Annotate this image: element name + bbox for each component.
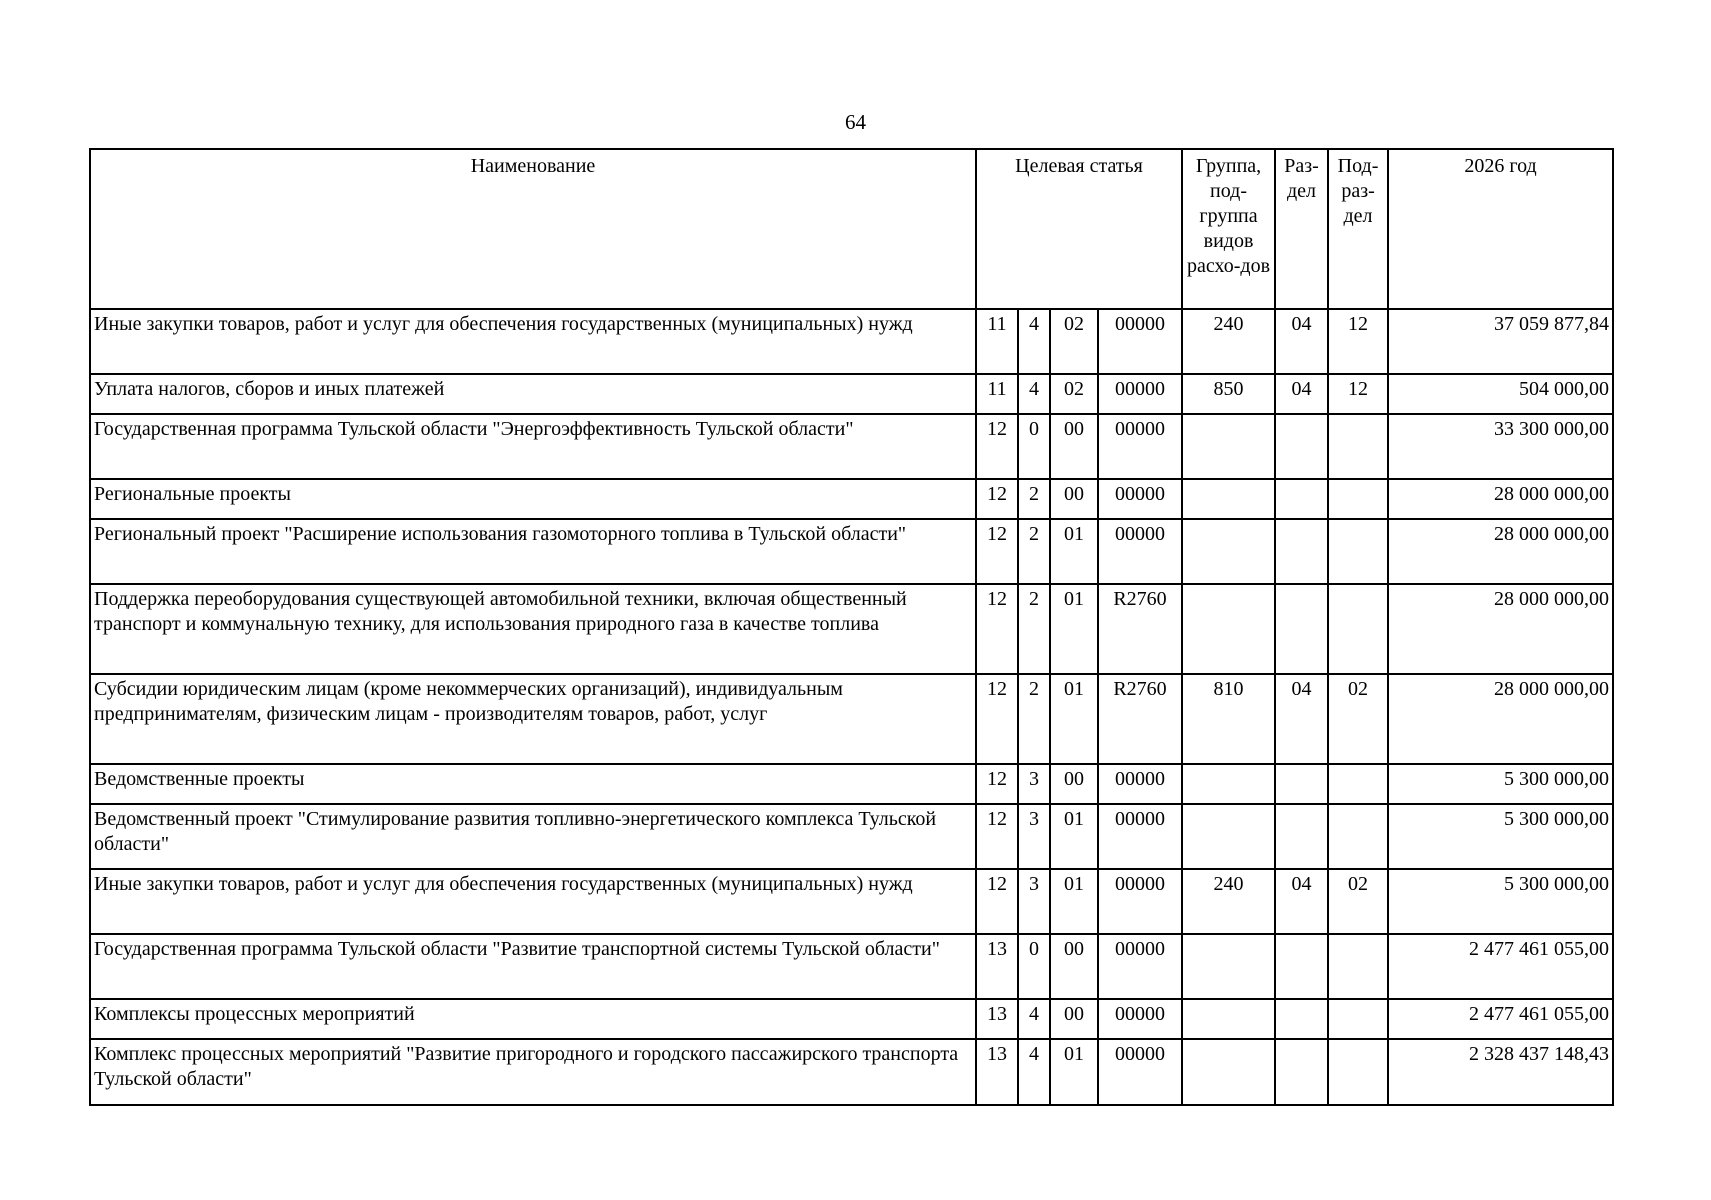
- section-code: [1275, 804, 1328, 869]
- target-article-program: 11: [976, 309, 1018, 374]
- target-article-structure: 01: [1050, 1039, 1098, 1105]
- section-code: [1275, 1039, 1328, 1105]
- target-article-program: 12: [976, 764, 1018, 804]
- table-row: [90, 934, 1613, 999]
- row-name: Государственная программа Тульской области "Развитие транспортной системы Тульской области": [90, 934, 976, 999]
- section-code: 04: [1275, 374, 1328, 414]
- subsection-code: [1328, 479, 1388, 519]
- target-article-type: 2: [1018, 584, 1050, 674]
- section-code: [1275, 584, 1328, 674]
- subsection-code: 12: [1328, 374, 1388, 414]
- target-article-structure: 00: [1050, 414, 1098, 479]
- row-name: Поддержка переоборудования существующей автомобильной техники, включая общественный транспорт и коммунальную технику, для использования природного газа в качестве топлива: [90, 584, 976, 674]
- amount-2026: 28 000 000,00: [1388, 479, 1613, 519]
- row-name: Государственная программа Тульской области "Энергоэффективность Тульской области": [90, 414, 976, 479]
- table-row: [90, 309, 1613, 374]
- expense-group: [1182, 934, 1275, 999]
- table-row: [90, 804, 1613, 869]
- row-name: Региональный проект "Расширение использования газомоторного топлива в Тульской области": [90, 519, 976, 584]
- target-article-direction: 00000: [1098, 869, 1182, 934]
- expense-group: [1182, 584, 1275, 674]
- expense-group: [1182, 764, 1275, 804]
- target-article-structure: 01: [1050, 674, 1098, 764]
- table-row: [90, 374, 1613, 414]
- header-expense-group: [1182, 149, 1275, 309]
- target-article-type: 4: [1018, 1039, 1050, 1105]
- amount-2026: 2 477 461 055,00: [1388, 934, 1613, 999]
- amount-2026: 2 477 461 055,00: [1388, 999, 1613, 1039]
- target-article-type: 4: [1018, 374, 1050, 414]
- row-name: Комплексы процессных мероприятий: [90, 999, 976, 1039]
- target-article-type: 0: [1018, 414, 1050, 479]
- table-row: [90, 674, 1613, 764]
- header-year: 2026 год: [1388, 149, 1613, 309]
- target-article-direction: 00000: [1098, 374, 1182, 414]
- subsection-code: [1328, 804, 1388, 869]
- target-article-program: 13: [976, 1039, 1018, 1105]
- header-subsection-text: Под-раз-дел: [1337, 155, 1379, 227]
- amount-2026: 28 000 000,00: [1388, 519, 1613, 584]
- expense-group: 810: [1182, 674, 1275, 764]
- target-article-direction: 00000: [1098, 1039, 1182, 1105]
- section-code: [1275, 764, 1328, 804]
- target-article-type: 0: [1018, 934, 1050, 999]
- subsection-code: [1328, 584, 1388, 674]
- table-row: [90, 584, 1613, 674]
- amount-2026: 37 059 877,84: [1388, 309, 1613, 374]
- subsection-code: 02: [1328, 674, 1388, 764]
- amount-2026: 5 300 000,00: [1388, 869, 1613, 934]
- header-subsection: [1328, 149, 1388, 309]
- section-code: 04: [1275, 674, 1328, 764]
- target-article-type: 3: [1018, 869, 1050, 934]
- target-article-direction: 00000: [1098, 309, 1182, 374]
- target-article-direction: 00000: [1098, 999, 1182, 1039]
- amount-2026: 5 300 000,00: [1388, 804, 1613, 869]
- row-name: Субсидии юридическим лицам (кроме некоммерческих организаций), индивидуальным предпринимателям, физическим лицам - производителям товаров, работ, услуг: [90, 674, 976, 764]
- subsection-code: 02: [1328, 869, 1388, 934]
- table-row: [90, 414, 1613, 479]
- amount-2026: 28 000 000,00: [1388, 674, 1613, 764]
- table-row: [90, 1039, 1613, 1105]
- subsection-code: 12: [1328, 309, 1388, 374]
- target-article-direction: 00000: [1098, 414, 1182, 479]
- target-article-structure: 01: [1050, 869, 1098, 934]
- row-name: Региональные проекты: [90, 479, 976, 519]
- target-article-type: 4: [1018, 999, 1050, 1039]
- target-article-direction: 00000: [1098, 804, 1182, 869]
- target-article-structure: 00: [1050, 479, 1098, 519]
- header-expense-group-text: Группа, под-группа видов расхо-дов: [1187, 155, 1271, 277]
- expense-group: [1182, 414, 1275, 479]
- target-article-program: 12: [976, 674, 1018, 764]
- target-article-program: 13: [976, 934, 1018, 999]
- page-number: 64: [845, 110, 866, 134]
- row-name: Уплата налогов, сборов и иных платежей: [90, 374, 976, 414]
- target-article-structure: 01: [1050, 584, 1098, 674]
- expense-group: [1182, 999, 1275, 1039]
- table-row: [90, 764, 1613, 804]
- table-row: [90, 519, 1613, 584]
- target-article-type: 3: [1018, 764, 1050, 804]
- subsection-code: [1328, 999, 1388, 1039]
- subsection-code: [1328, 519, 1388, 584]
- expense-group: 240: [1182, 309, 1275, 374]
- table-row: [90, 999, 1613, 1039]
- header-section: [1275, 149, 1328, 309]
- row-name: Комплекс процессных мероприятий "Развитие пригородного и городского пассажирского транспорта Тульской области": [90, 1039, 976, 1105]
- amount-2026: 5 300 000,00: [1388, 764, 1613, 804]
- subsection-code: [1328, 764, 1388, 804]
- section-code: [1275, 934, 1328, 999]
- row-name: Ведомственные проекты: [90, 764, 976, 804]
- target-article-type: 4: [1018, 309, 1050, 374]
- expense-group: [1182, 1039, 1275, 1105]
- subsection-code: [1328, 414, 1388, 479]
- target-article-type: 2: [1018, 519, 1050, 584]
- expense-group: [1182, 479, 1275, 519]
- amount-2026: 28 000 000,00: [1388, 584, 1613, 674]
- section-code: [1275, 414, 1328, 479]
- expense-group: 240: [1182, 869, 1275, 934]
- expense-group: 850: [1182, 374, 1275, 414]
- budget-table: [89, 148, 1614, 1106]
- target-article-direction: R2760: [1098, 674, 1182, 764]
- target-article-program: 12: [976, 519, 1018, 584]
- target-article-structure: 00: [1050, 764, 1098, 804]
- target-article-type: 2: [1018, 674, 1050, 764]
- target-article-structure: 02: [1050, 309, 1098, 374]
- row-name: Ведомственный проект "Стимулирование развития топливно-энергетического комплекса Тульской области": [90, 804, 976, 869]
- target-article-type: 3: [1018, 804, 1050, 869]
- target-article-program: 12: [976, 414, 1018, 479]
- target-article-structure: 00: [1050, 934, 1098, 999]
- target-article-structure: 02: [1050, 374, 1098, 414]
- target-article-structure: 01: [1050, 519, 1098, 584]
- table-row: [90, 479, 1613, 519]
- header-name: Наименование: [90, 149, 976, 309]
- table-header-row: [90, 149, 1613, 309]
- target-article-program: 12: [976, 804, 1018, 869]
- target-article-structure: 01: [1050, 804, 1098, 869]
- target-article-direction: 00000: [1098, 764, 1182, 804]
- target-article-structure: 00: [1050, 999, 1098, 1039]
- row-name: Иные закупки товаров, работ и услуг для обеспечения государственных (муниципальных) нужд: [90, 309, 976, 374]
- table-row: [90, 869, 1613, 934]
- target-article-program: 12: [976, 584, 1018, 674]
- expense-group: [1182, 519, 1275, 584]
- amount-2026: 504 000,00: [1388, 374, 1613, 414]
- header-section-text: Раз-дел: [1284, 155, 1319, 202]
- table-body: [90, 309, 1613, 1105]
- target-article-direction: R2760: [1098, 584, 1182, 674]
- section-code: 04: [1275, 309, 1328, 374]
- expense-group: [1182, 804, 1275, 869]
- target-article-program: 12: [976, 479, 1018, 519]
- subsection-code: [1328, 1039, 1388, 1105]
- target-article-program: 11: [976, 374, 1018, 414]
- section-code: [1275, 999, 1328, 1039]
- subsection-code: [1328, 934, 1388, 999]
- amount-2026: 2 328 437 148,43: [1388, 1039, 1613, 1105]
- section-code: [1275, 479, 1328, 519]
- section-code: 04: [1275, 869, 1328, 934]
- target-article-program: 12: [976, 869, 1018, 934]
- target-article-type: 2: [1018, 479, 1050, 519]
- target-article-direction: 00000: [1098, 934, 1182, 999]
- section-code: [1275, 519, 1328, 584]
- header-target-article: Целевая статья: [976, 149, 1182, 309]
- row-name: Иные закупки товаров, работ и услуг для обеспечения государственных (муниципальных) нужд: [90, 869, 976, 934]
- amount-2026: 33 300 000,00: [1388, 414, 1613, 479]
- target-article-direction: 00000: [1098, 519, 1182, 584]
- target-article-direction: 00000: [1098, 479, 1182, 519]
- target-article-program: 13: [976, 999, 1018, 1039]
